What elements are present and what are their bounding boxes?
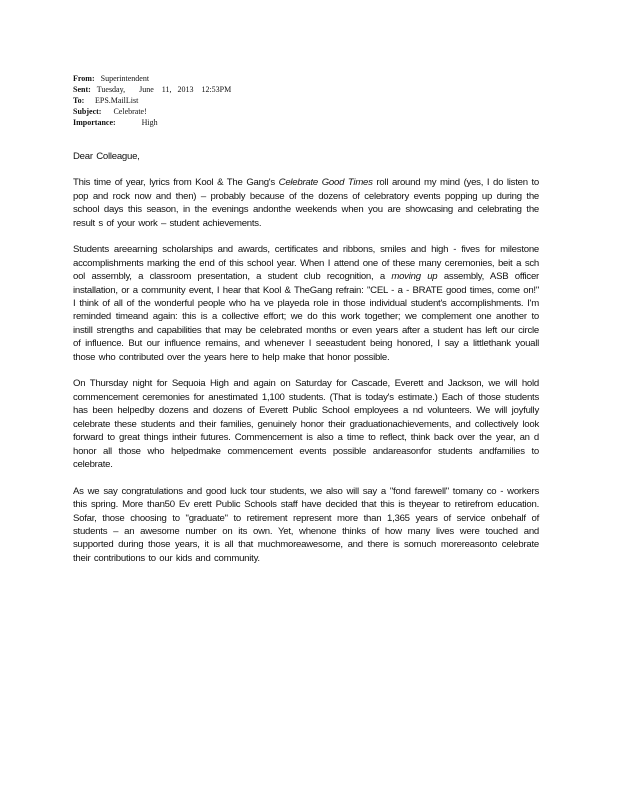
to-label: To: (73, 96, 85, 105)
subject-value: Celebrate! (113, 107, 147, 116)
sent-label: Sent: (73, 85, 91, 94)
letter-body (73, 150, 539, 579)
paragraph-2 (73, 243, 539, 364)
subject-label: Subject: (73, 107, 102, 116)
paragraph-1 (73, 176, 539, 230)
from-row (73, 73, 533, 84)
sent-row (73, 84, 533, 95)
paragraph-2-text-b: assembly, ASB officer installation, or a community event, I hear that Kool & TheGang refrain: "CEL - a - BRATE good times, come on!" I think of all of the wonderful people who ha ve playeda role in those individual student's accomplishments. I'm reminded timeand again: this is a collective effort; we do this work together; we complement one another to instill strengths and capabilities that may be celebrated months or even years after a student has left our circle of influence. But our influence remains, and whenever I seeastudent being honored, I say a littlethank youall those who contributed over the years here to help make that honor possible. (73, 271, 539, 363)
sent-value: Tuesday, June 11, 2013 12:53PM (96, 85, 232, 94)
moving-up-text: moving up (391, 271, 438, 283)
from-value: Superintendent (100, 74, 150, 83)
importance-row (73, 117, 533, 128)
paragraph-1-text-b: roll around my mind (yes, I do listen to pop and rock now and then) – probably because of the dozens of celebratory events popping up during the school days this season, in the evenings andonthe weekends when you are showcasing and celebrating the result s of your work – student achievements. (73, 177, 540, 229)
subject-row (73, 106, 533, 117)
to-row (73, 95, 533, 106)
paragraph-1-text-a: This time of year, lyrics from Kool & The Gang's (73, 177, 279, 189)
from-label: From: (73, 74, 95, 83)
song-title: Celebrate Good Times (278, 177, 373, 189)
paragraph-2-text-a: Students areearning scholarships and awards, certificates and ribbons, smiles and high - fives for milestone accomplishments marking the end of this school year. When I attend one of these many ceremonies, beit a sch ool assembly, a classroom presentation, a student club recognition, a (73, 244, 539, 283)
email-header (73, 73, 533, 128)
to-value: EPS.MailList (95, 96, 139, 105)
importance-value: High (141, 118, 158, 127)
paragraph-3: On Thursday night for Sequoia High and again on Saturday for Cascade, Everett and Jackson, we will hold commencement ceremonies for anestimated 1,100 students. (That is today's estimate.) Each of those students has been helpedby dozens and dozens of Everett Public School employees a nd volunteers. We will joyfully celebrate these students and their families, genuinely honor their graduationachievements, and collectively look forward to great things intheir futures. Commencement is also a time to reflect, think back over the year, an d honor all those who helpedmake commencement events possible andareasonfor students andfamilies to celebrate. (73, 378, 539, 470)
importance-label: Importance: (73, 118, 116, 127)
greeting: Dear Colleague, (73, 151, 140, 162)
paragraph-4: As we say congratulations and good luck tour students, we also will say a "fond farewell" tomany co - workers this spring. More than50 Ev erett Public Schools staff have decided that this is theyear to retirefrom education. Sofar, those choosing to "graduate" to retirement represent more than 1,365 years of service onbehalf of students – an awesome number on its own. Yet, whenone thinks of how many lives were touched and supported during those years, it is all that muchmoreawesome, and there is somuch morereasonto celebrate their contributions to our kids and community. (73, 485, 539, 564)
